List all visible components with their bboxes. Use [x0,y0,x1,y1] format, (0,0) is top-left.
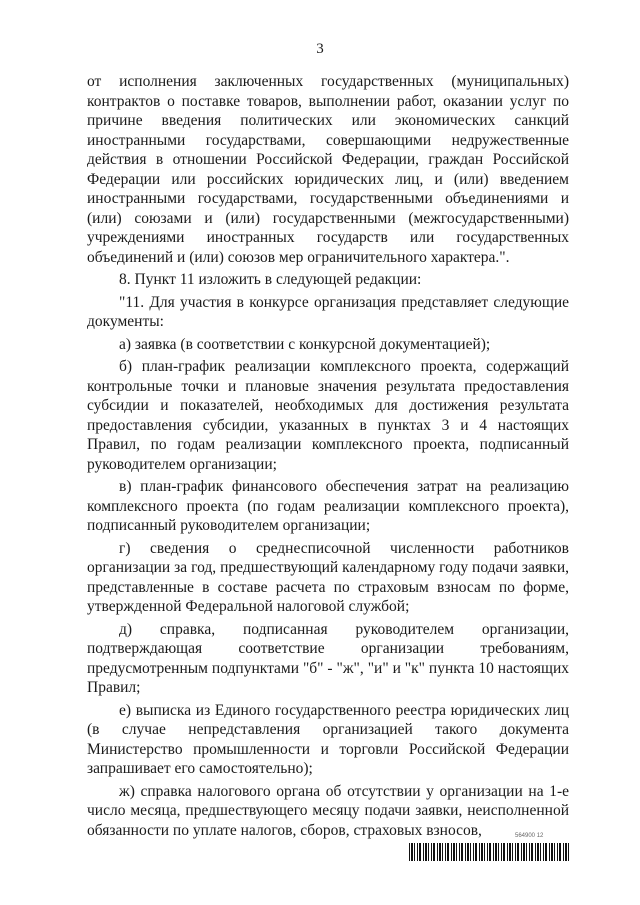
paragraph-continuation: от исполнения заключенных государственных (муниципальных) контрактов о поставке товаров, выполнении работ, оказании услуг по причине введения политических или экономических санкций иностранными государствами, совершающими недружественные действия в отношении Российской Федерации, граждан Российской Федерации или российских юридических лиц, и (или) введением иностранными государствами, государственными объединениями и (или) союзами и (или) государственными (межгосударственными) учреждениями иностранных государств или государственных объединений и (или) союзов мер ограничительного характера.". [87,73,569,266]
barcode-icon [409,843,569,861]
paragraph-sub-v: в) план-график финансового обеспечения затрат на реализацию комплексного проекта (по годам реализации комплексного проекта), подписанный руководителем организации; [87,478,569,534]
paragraph-sub-e: е) выписка из Единого государственного реестра юридических лиц (в случае непредставления организацией такого документа Министерство промышленности и торговли Российской Федерации запрашивает его самостоятельно); [87,701,569,777]
paragraph-sub-d: д) справка, подписанная руководителем организации, подтверждающая соответствие организации требованиям, предусмотренным подпунктами "б" - "ж", "и" и "к" пункта 10 настоящих Правил; [87,620,569,696]
document-body [87,72,569,843]
paragraph-sub-g: г) сведения о среднесписочной численности работников организации за год, предшествующий календарному году подачи заявки, представленные в составе расчета по страховым взносам по форме, утвержденной Федеральной налоговой службой; [87,539,569,615]
paragraph-sub-a: а) заявка (в соответствии с конкурсной документацией); [119,335,491,353]
paragraph-item-8: 8. Пункт 11 изложить в следующей редакции: [119,271,422,288]
document-code: 564900 12 [515,833,544,839]
paragraph-item-11: "11. Для участия в конкурсе организация представляет следующие документы: [87,293,569,330]
paragraph-sub-b: б) план-график реализации комплексного проекта, содержащий контрольные точки и плановые значения результата предоставления субсидии и показателей, необходимых для достижения результата предоставления субсидии, указанных в пунктах 3 и 4 настоящих Правил, по годам реализации комплексного проекта, подписанный руководителем организации; [87,358,569,473]
paragraph-sub-zh: ж) справка налогового органа об отсутствии у организации на 1-е число месяца, предшествующего месяцу подачи заявки, неисполненной обязанности по уплате налогов, сборов, страховых взносов, [87,782,569,839]
page-number: 3 [316,41,324,57]
